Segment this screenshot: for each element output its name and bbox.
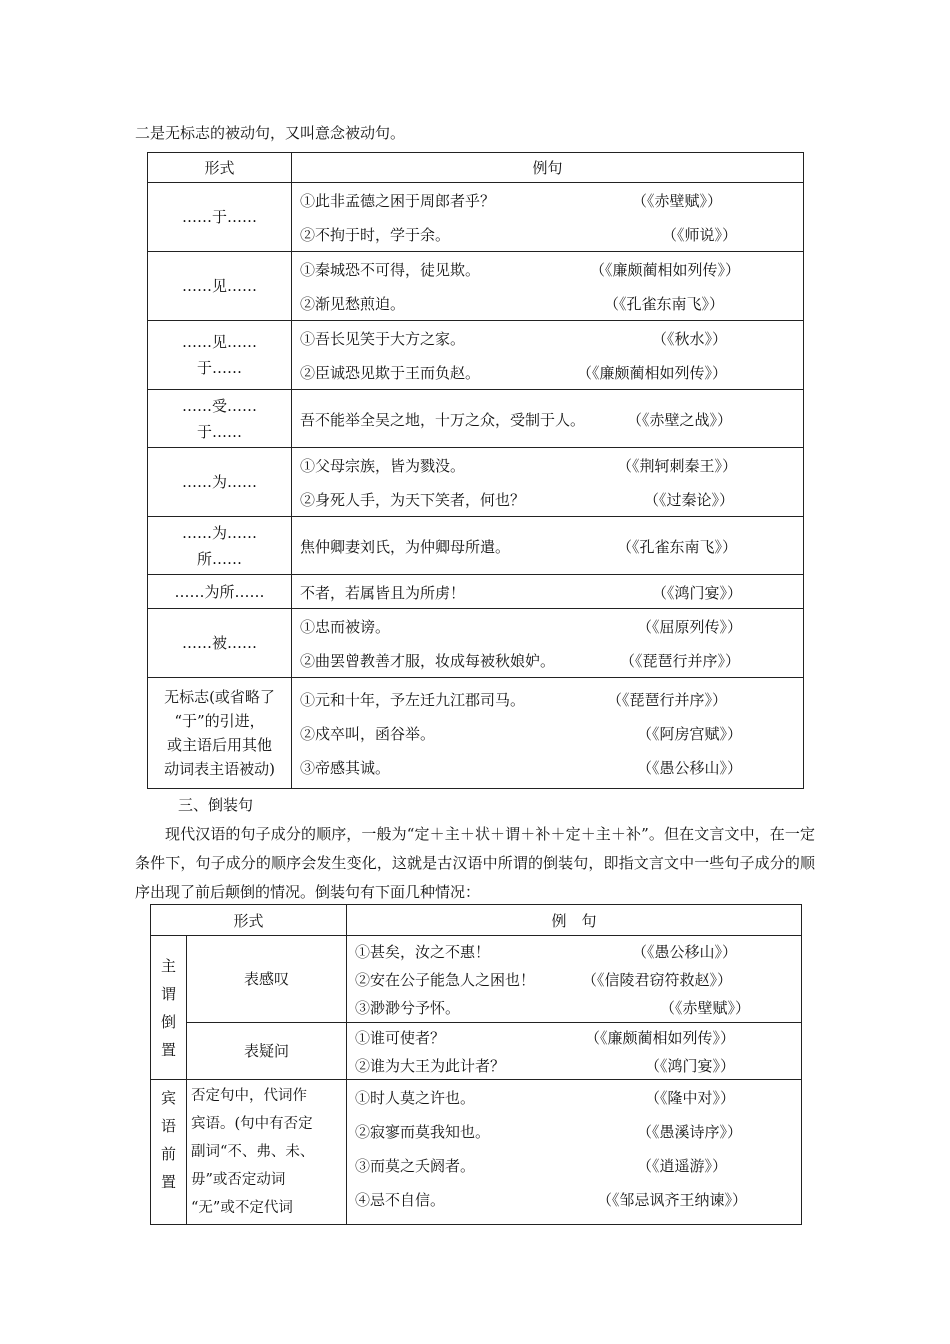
example-line [347, 937, 801, 965]
subject-predicate-inversion-label [151, 936, 187, 1080]
example-line [292, 286, 803, 320]
intro-text: 二是无标志的被动句，又叫意念被动句。 [135, 124, 406, 142]
table-row [151, 1023, 802, 1080]
table-row [148, 183, 804, 252]
example-source: （《隆中对》） [645, 1089, 736, 1107]
example-text: ②安在公子能急人之困也！ [355, 971, 536, 989]
form-cell [148, 448, 292, 517]
label-char: 倒 [160, 1012, 176, 1031]
example-text: ①时人莫之许也。 [355, 1089, 476, 1107]
example-text: ①吾长见笑于大方之家。 [300, 330, 466, 348]
example-text: ①此非孟德之困于周郎者乎？ [300, 192, 496, 210]
desc-line: 毋”或否定动词 [191, 1172, 286, 1188]
example-line [292, 355, 803, 389]
example-source: （《赤壁赋》） [632, 192, 723, 210]
example-line [347, 1080, 801, 1114]
form-label: ……见…… [181, 333, 257, 351]
example-cell [347, 1023, 802, 1080]
example-cell [292, 609, 804, 678]
section-paragraph: 现代汉语的句子成分的顺序，一般为“定＋主＋状＋谓＋补＋定＋主＋补”。但在文言文中，在一定条件下，句子成分的顺序会发生变化，这就是古汉语中所谓的倒装句，即指文言文中一些句子成分的顺序出现了前后颠倒的情况。倒装句有下面几种情况： [135, 825, 815, 901]
form-label: 无标志(或省略了 [164, 688, 275, 706]
example-source: （《琵琶行并序》） [607, 691, 728, 709]
example-cell [347, 936, 802, 1023]
example-source: （《过秦论》） [644, 491, 735, 509]
example-text: ③而莫之夭阏者。 [355, 1157, 476, 1175]
label-char: 置 [160, 1040, 176, 1059]
form-cell [148, 609, 292, 678]
desc-line: 副词“不、弗、未、 [191, 1144, 315, 1160]
label-char: 宾 [160, 1089, 176, 1107]
form-label: ……为…… [181, 473, 257, 491]
table-header-row [148, 153, 804, 183]
example-cell [292, 183, 804, 252]
desc-line: 宾语。(句中有否定 [191, 1116, 313, 1132]
object-preposing-description [187, 1080, 347, 1225]
form-label: 或主语后用其他 [166, 736, 272, 754]
example-source: （《孔雀东南飞》） [604, 295, 725, 313]
form-label: 所…… [196, 549, 242, 568]
example-source: （《孔雀东南飞》） [617, 537, 738, 556]
form-label: ……受…… [181, 396, 257, 415]
example-line [292, 682, 803, 716]
example-text: 吾不能举全吴之地，十万之众，受制于人。 [300, 410, 586, 429]
example-line [292, 252, 803, 286]
desc-line: 否定句中，代词作 [191, 1088, 307, 1104]
label-char: 置 [160, 1173, 176, 1191]
example-text: ③渺渺兮予怀。 [355, 999, 461, 1017]
label-char: 谓 [160, 984, 176, 1003]
example-source: （《信陵君窃符救赵》） [582, 971, 733, 989]
example-source: （《师说》） [662, 226, 738, 244]
example-line [347, 965, 801, 993]
example-text: ②曲罢曾教善才服，妆成每被秋娘妒。 [300, 652, 556, 670]
example-source: （《琵琶行并序》） [620, 652, 741, 670]
example-cell [347, 1080, 802, 1225]
table-header-row [151, 905, 802, 936]
label-char: 语 [160, 1117, 176, 1135]
form-cell [148, 252, 292, 321]
example-line [292, 448, 803, 482]
example-line [347, 1182, 801, 1216]
table-row [148, 575, 804, 609]
passive-sentence-table [147, 152, 804, 789]
example-source: （《赤壁赋》） [660, 999, 751, 1017]
header-form: 形式 [148, 153, 292, 183]
example-line [292, 482, 803, 516]
table-row [148, 390, 804, 448]
example-text: ①元和十年，予左迁九江郡司马。 [300, 691, 526, 709]
desc-line: “无”或不定代词 [191, 1200, 293, 1216]
example-line [347, 993, 801, 1021]
form-label: 于…… [196, 359, 242, 377]
header-example: 例 句 [347, 905, 802, 936]
example-text: ②身死人手，为天下笑者，何也？ [300, 491, 526, 509]
example-line [347, 1148, 801, 1182]
example-cell [292, 321, 804, 390]
form-cell [148, 390, 292, 448]
object-preposing-label [151, 1080, 187, 1225]
inversion-table [150, 904, 802, 1225]
example-cell [292, 448, 804, 517]
section-heading: 三、倒装句 [178, 796, 254, 814]
example-line [292, 643, 803, 677]
example-text: 不者，若属皆且为所虏！ [300, 583, 466, 602]
example-line [292, 609, 803, 643]
header-form: 形式 [151, 905, 347, 936]
form-label: ……于…… [181, 208, 257, 226]
example-line [292, 402, 803, 436]
example-text: ①甚矣，汝之不惠！ [355, 943, 491, 961]
form-cell [148, 517, 292, 575]
table-row [148, 448, 804, 517]
form-cell [148, 183, 292, 252]
table-row [151, 1080, 802, 1225]
example-source: （《逍遥游》） [637, 1157, 728, 1175]
table-row [148, 678, 804, 789]
example-text: ①父母宗族，皆为戮没。 [300, 457, 466, 475]
example-line [292, 716, 803, 750]
example-line [292, 217, 803, 251]
example-text: ②渐见愁煎迫。 [300, 295, 406, 313]
example-source: （《赤壁之战》） [627, 410, 733, 429]
example-text: 焦仲卿妻刘氏，为仲卿母所遣。 [300, 537, 511, 556]
form-label: ……为…… [181, 523, 257, 542]
example-text: ①忠而被谤。 [300, 618, 391, 636]
form-label: ……见…… [181, 277, 257, 295]
example-line [292, 321, 803, 355]
example-text: ②戍卒叫，函谷举。 [300, 725, 436, 743]
form-label: ……被…… [181, 634, 257, 652]
example-cell [292, 252, 804, 321]
example-text: ④忌不自信。 [355, 1191, 446, 1209]
table-row [148, 252, 804, 321]
example-source: （《愚公移山》） [632, 943, 738, 961]
example-source: （《阿房宫赋》） [637, 725, 743, 743]
example-cell [292, 390, 804, 448]
example-line [347, 1051, 801, 1079]
example-cell [292, 517, 804, 575]
example-line [347, 1023, 801, 1051]
label-char: 主 [160, 956, 176, 975]
table-row [151, 936, 802, 1023]
example-source: （《愚公移山》） [637, 759, 743, 777]
example-source: （《鸿门宴》） [652, 583, 743, 602]
form-cell [148, 321, 292, 390]
example-source: （《廉颇蔺相如列传》） [590, 261, 741, 279]
example-cell [292, 575, 804, 609]
example-text: ②谁为大王为此计者？ [355, 1057, 506, 1075]
example-source: （《廉颇蔺相如列传》） [577, 364, 728, 382]
form-label: ……为所…… [174, 582, 265, 601]
table-row [148, 321, 804, 390]
example-text: ③帝感其诚。 [300, 759, 391, 777]
example-text: ①秦城恐不可得，徒见欺。 [300, 261, 481, 279]
example-line [292, 183, 803, 217]
form-label: 于…… [196, 422, 242, 441]
form-cell [148, 678, 292, 789]
example-line [292, 750, 803, 784]
example-cell [292, 678, 804, 789]
example-text: ②不拘于时，学于余。 [300, 226, 451, 244]
example-line [292, 576, 803, 608]
table-row [148, 609, 804, 678]
form-label: “于”的引进， [174, 712, 265, 730]
example-text: ①谁可使者？ [355, 1029, 446, 1047]
example-line [292, 529, 803, 563]
form-cell [148, 575, 292, 609]
label-char: 前 [160, 1145, 176, 1163]
header-example: 例句 [292, 153, 804, 183]
example-line [347, 1114, 801, 1148]
example-source: （《荆轲刺秦王》） [617, 457, 738, 475]
example-source: （《屈原列传》） [637, 618, 743, 636]
example-source: （《愚溪诗序》） [637, 1123, 743, 1141]
form-label: 动词表主语被动) [164, 760, 275, 778]
form-cell: 表感叹 [187, 936, 347, 1023]
example-text: ②臣诚恐见欺于王而负赵。 [300, 364, 481, 382]
example-source: （《邹忌讽齐王纳谏》） [597, 1191, 748, 1209]
table-row [148, 517, 804, 575]
form-cell: 表疑问 [187, 1023, 347, 1080]
example-text: ②寂寥而莫我知也。 [355, 1123, 491, 1141]
example-source: （《秋水》） [652, 330, 728, 348]
example-source: （《廉颇蔺相如列传》） [585, 1029, 736, 1047]
example-source: （《鸿门宴》） [645, 1057, 736, 1075]
